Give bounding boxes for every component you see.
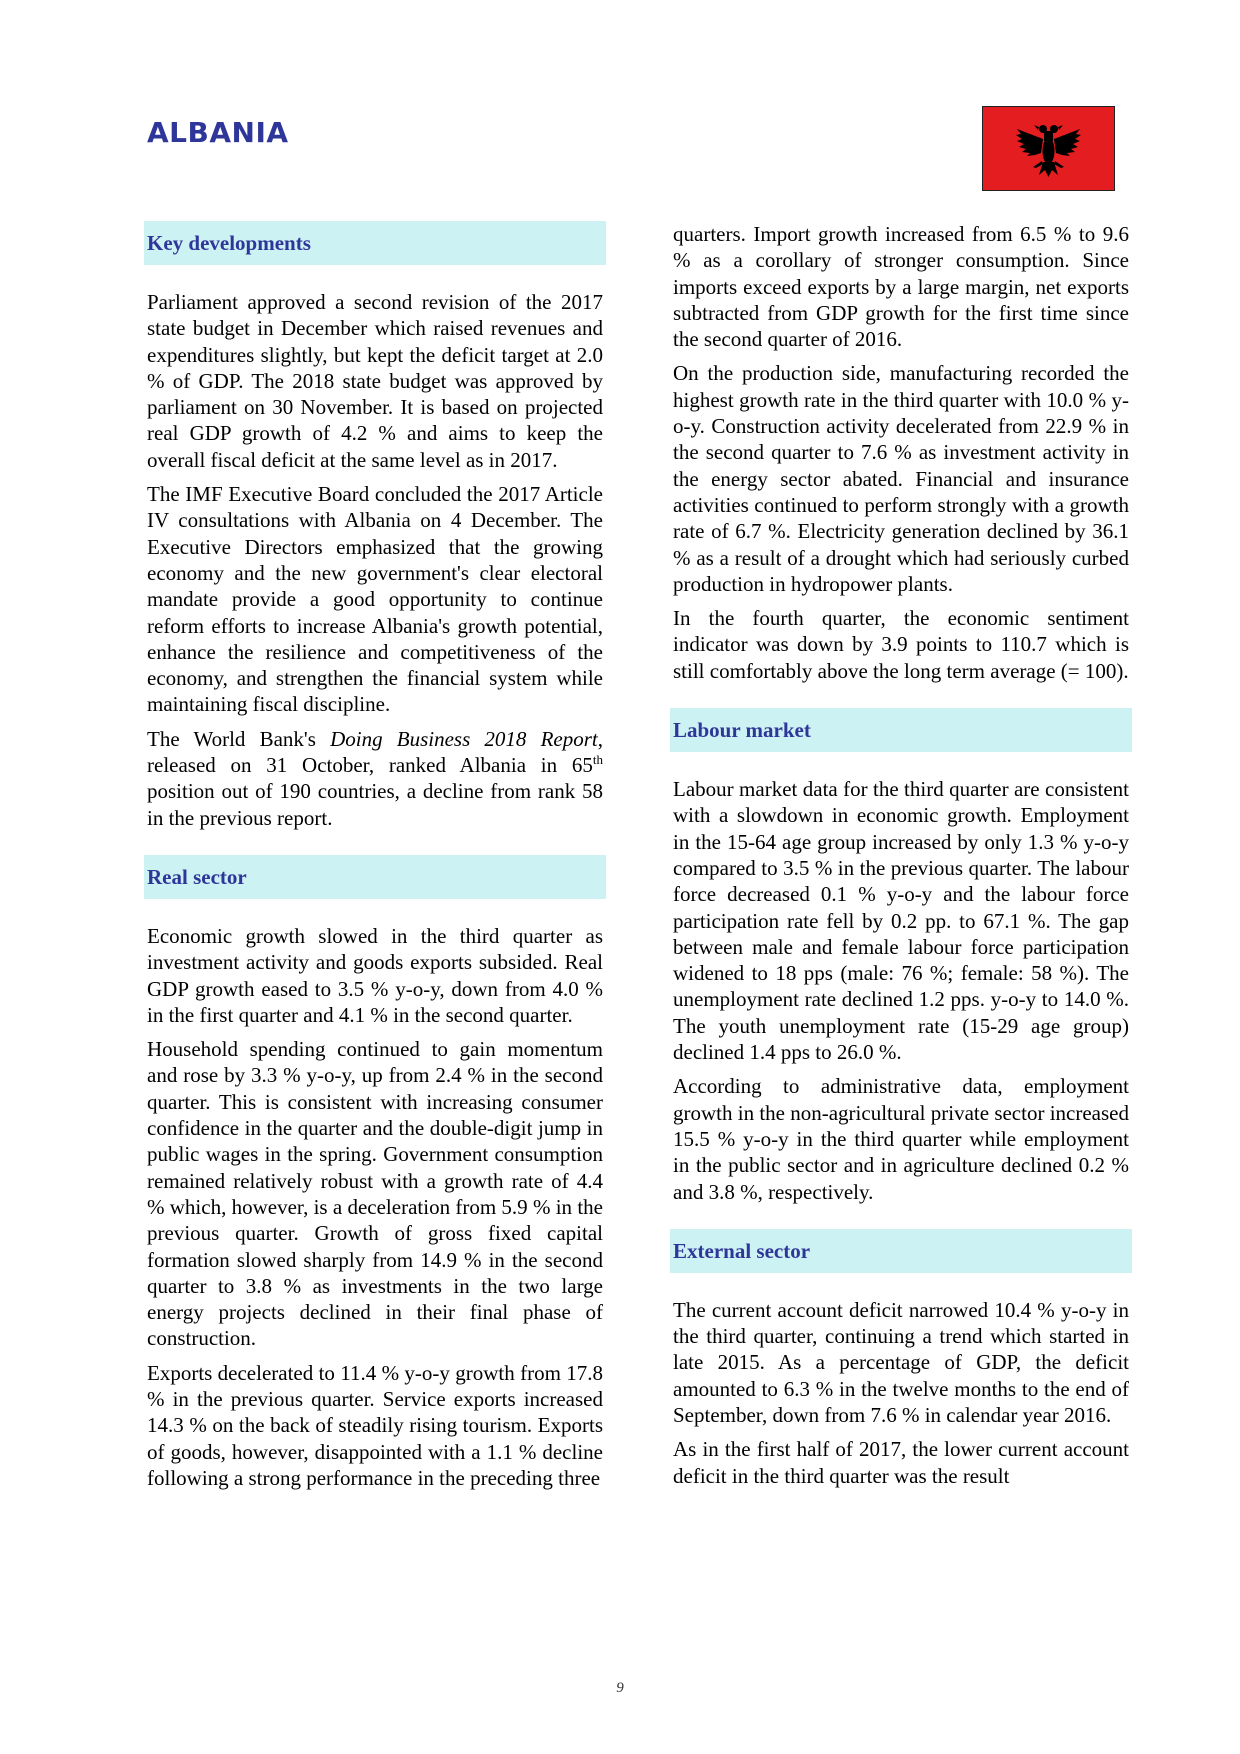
real-sector-paragraph-3: Exports decelerated to 11.4 % y-o-y growth from 17.8 % in the previous quarter. Service exports increased 14.3 % on the back of steadily rising tourism. Exports of goods, however, disappointed with a 1.1 % decline following a strong performance in the preceding three — [147, 1360, 603, 1490]
real-sector-paragraph-1: Economic growth slowed in the third quarter as investment activity and goods exports subsided. Real GDP growth eased to 3.5 % y-o-y, down from 4.0 % in the first quarter and 4.1 % in the second quarter. — [147, 923, 603, 1027]
labour-market-paragraph-1: Labour market data for the third quarter are consistent with a slowdown in economic growth. Employment in the 15-64 age group increased by only 1.3 % y-o-y compared to 3.5 % in the previous quarter. The labour force decreased 0.1 % y-o-y and the labour force participation rate fell by 0.2 pp. to 67.1 %. The gap between male and female labour force participation widened to 18 pps (male: 76 %; female: 58 %). The unemployment rate declined 1.2 pps. y-o-y to 14.0 %. The youth unemployment rate (15-29 age group) declined 1.4 pps to 26.0 %. — [673, 777, 1129, 1065]
section-heading-external-sector: External sector — [670, 1229, 1132, 1273]
key-developments-paragraph-3: The World Bank's Doing Business 2018 Report, released on 31 October, ranked Albania in 65th position out of 190 countries, a decline from rank 58 in the previous report. — [147, 726, 603, 830]
report-title: Doing Business 2018 Report — [330, 726, 598, 751]
key-developments-paragraph-1: Parliament approved a second revision of the 2017 state budget in December which raised revenues and expenditures slightly, but kept the deficit target at 2.0 % of GDP. The 2018 state budget was approved by parliament on 30 November. It is based on projected real GDP growth of 4.2 % and aims to keep the overall fiscal deficit at the same level as in 2017. — [147, 290, 603, 472]
real-sector-continued-paragraph-1: quarters. Import growth increased from 6.5 % to 9.6 % as a corollary of stronger consumption. Since imports exceed exports by a large margin, net exports subtracted from GDP growth for the first time since the second quarter of 2016. — [673, 222, 1129, 352]
page-title: ALBANIA — [147, 116, 289, 149]
section-heading-real-sector: Real sector — [144, 855, 606, 899]
albania-flag-image — [982, 106, 1115, 191]
page-number: 9 — [616, 1680, 624, 1696]
real-sector-continued-paragraph-3: In the fourth quarter, the economic sentiment indicator was down by 3.9 points to 110.7 which is still comfortably above the long term average (= 100). — [673, 606, 1129, 683]
real-sector-continued-paragraph-2: On the production side, manufacturing recorded the highest growth rate in the third quarter with 10.0 % y-o-y. Construction activity decelerated from 22.9 % in the second quarter to 7.6 % as investment activity in the energy sector abated. Financial and insurance activities continued to perform strongly with a growth rate of 6.7 %. Electricity generation declined by 36.1 % as a result of a drought which had seriously curbed production in hydropower plants. — [673, 361, 1129, 596]
left-column — [147, 221, 603, 1499]
labour-market-paragraph-2: According to administrative data, employment growth in the non-agricultural private sector increased 15.5 % y-o-y in the third quarter while employment in the public sector and in agriculture declined 0.2 % and 3.8 %, respectively. — [673, 1074, 1129, 1204]
section-heading-labour-market: Labour market — [670, 708, 1132, 752]
key-developments-paragraph-2: The IMF Executive Board concluded the 2017 Article IV consultations with Albania on 4 December. The Executive Directors emphasized that the growing economy and the new government's clear electoral mandate provide a good opportunity to continue reform efforts to increase Albania's growth potential, enhance the resilience and competitiveness of the economy, and strengthen the financial system while maintaining fiscal discipline. — [147, 482, 603, 717]
external-sector-paragraph-1: The current account deficit narrowed 10.4 % y-o-y in the third quarter, continuing a trend which started in late 2015. As a percentage of GDP, the deficit amounted to 6.3 % in the twelve months to the end of September, down from 7.6 % in calendar year 2016. — [673, 1297, 1129, 1427]
section-heading-key-developments: Key developments — [144, 221, 606, 265]
real-sector-paragraph-2: Household spending continued to gain momentum and rose by 3.3 % y-o-y, up from 2.4 % in the second quarter. This is consistent with increasing consumer confidence in the quarter and the double-digit jump in public wages in the spring. Government consumption remained relatively robust with a growth rate of 4.4 % which, however, is a deceleration from 5.9 % in the previous quarter. Growth of gross fixed capital formation slowed sharply from 14.9 % in the second quarter to 3.8 % as investments in the two large energy projects declined in their final phase of construction. — [147, 1037, 603, 1351]
right-column — [673, 221, 1129, 1497]
double-headed-eagle-icon — [983, 107, 1114, 190]
external-sector-paragraph-2: As in the first half of 2017, the lower current account deficit in the third quarter was the result — [673, 1437, 1129, 1488]
